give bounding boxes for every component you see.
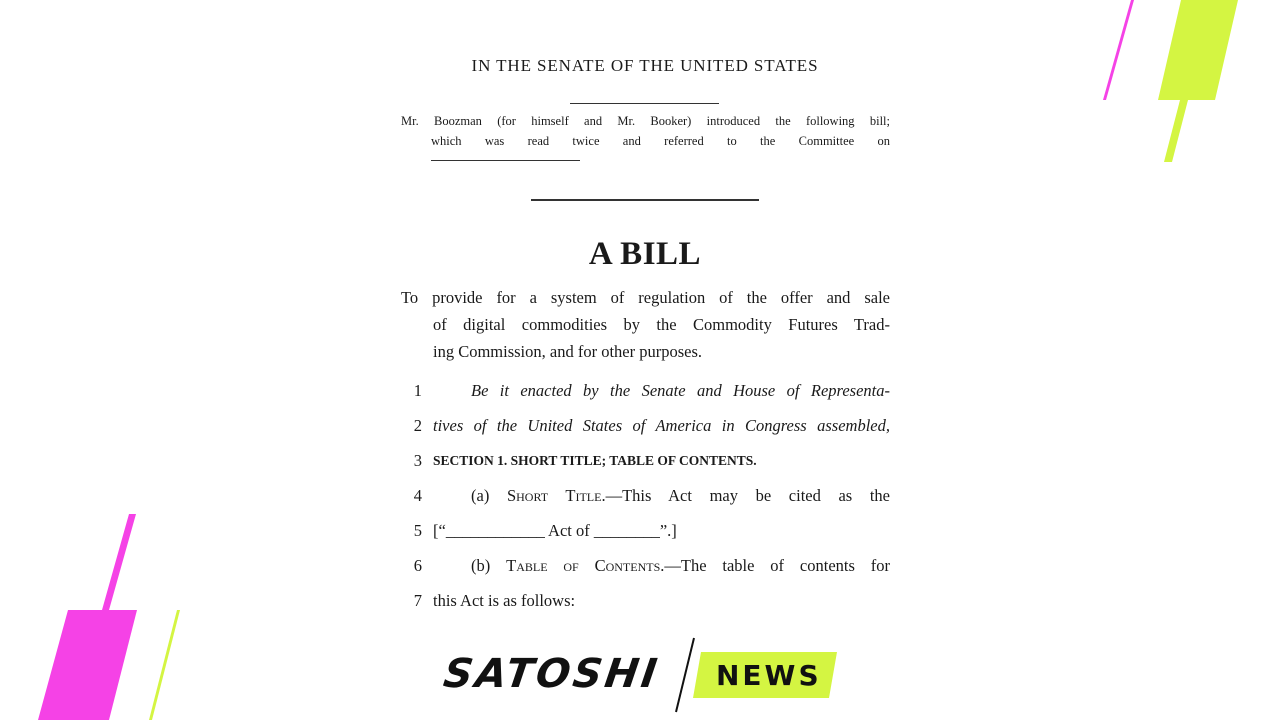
line-text — [433, 556, 890, 576]
magenta-stripe-bottom-left — [102, 514, 136, 610]
line-text: this Act is as follows: — [433, 591, 576, 610]
section-divider-rule — [531, 199, 759, 201]
subsection-text: .—This Act may be cited as the — [601, 486, 890, 505]
purpose-line-3: ing Commission, and for other purposes. — [433, 342, 703, 361]
senate-header: IN THE SENATE OF THE UNITED STATES — [471, 56, 819, 75]
bill-line-5 — [400, 521, 890, 556]
intro-line-1: Mr. Boozman (for himself and Mr. Booker) introduced the following bill; — [401, 114, 890, 128]
bill-line-6 — [400, 556, 890, 591]
intro-paragraph — [401, 111, 890, 151]
bill-title: A BILL — [588, 236, 702, 272]
committee-blank-rule — [431, 160, 580, 161]
line-number: 7 — [413, 591, 422, 610]
intro-line-2: which was read twice and referred to the Committee on — [431, 134, 890, 148]
line-number: 1 — [413, 381, 422, 400]
line-number: 5 — [413, 521, 422, 540]
purpose-line-2: of digital commodities by the Commodity Futures Trad- — [433, 315, 890, 334]
section-heading: SECTION 1. SHORT TITLE; TABLE OF CONTENTS. — [433, 453, 757, 468]
subsection-heading: Short Title — [506, 486, 602, 505]
news-logo-text: NEWS — [716, 659, 822, 692]
green-stripe-top-right-thin — [1164, 100, 1188, 162]
bill-line-7 — [400, 591, 890, 626]
bill-line-3 — [400, 451, 890, 486]
line-text: tives of the United States of America in Congress assembled, — [433, 416, 890, 435]
subsection-marker: (a) — [471, 486, 507, 505]
line-number: 3 — [413, 451, 422, 470]
line-number: 2 — [413, 416, 422, 435]
bill-line-2 — [400, 416, 890, 451]
line-text — [433, 486, 890, 506]
magenta-line-top-right — [1103, 0, 1134, 100]
green-line-bottom-left — [149, 610, 180, 720]
satoshi-logo-text: SATOSHI — [440, 651, 663, 697]
line-number: 4 — [413, 486, 422, 505]
line-text: Be it enacted by the Senate and House of Representa- — [471, 381, 890, 400]
magenta-block-bottom-left — [38, 610, 137, 720]
line-number: 6 — [413, 556, 422, 575]
subsection-heading: Table of Contents — [506, 556, 661, 575]
bill-purpose — [401, 284, 890, 365]
subsection-marker: (b) — [471, 556, 507, 575]
purpose-line-1: To provide for a system of regulation of the offer and sale — [401, 288, 890, 307]
bill-line-1 — [400, 381, 890, 416]
subsection-text: .—The table of contents for — [660, 556, 890, 575]
green-stripe-top-right — [1158, 0, 1238, 100]
header-rule — [570, 103, 719, 104]
bill-line-4 — [400, 486, 890, 521]
short-title-placeholder: [“____________ Act of ________”.] — [433, 521, 677, 540]
